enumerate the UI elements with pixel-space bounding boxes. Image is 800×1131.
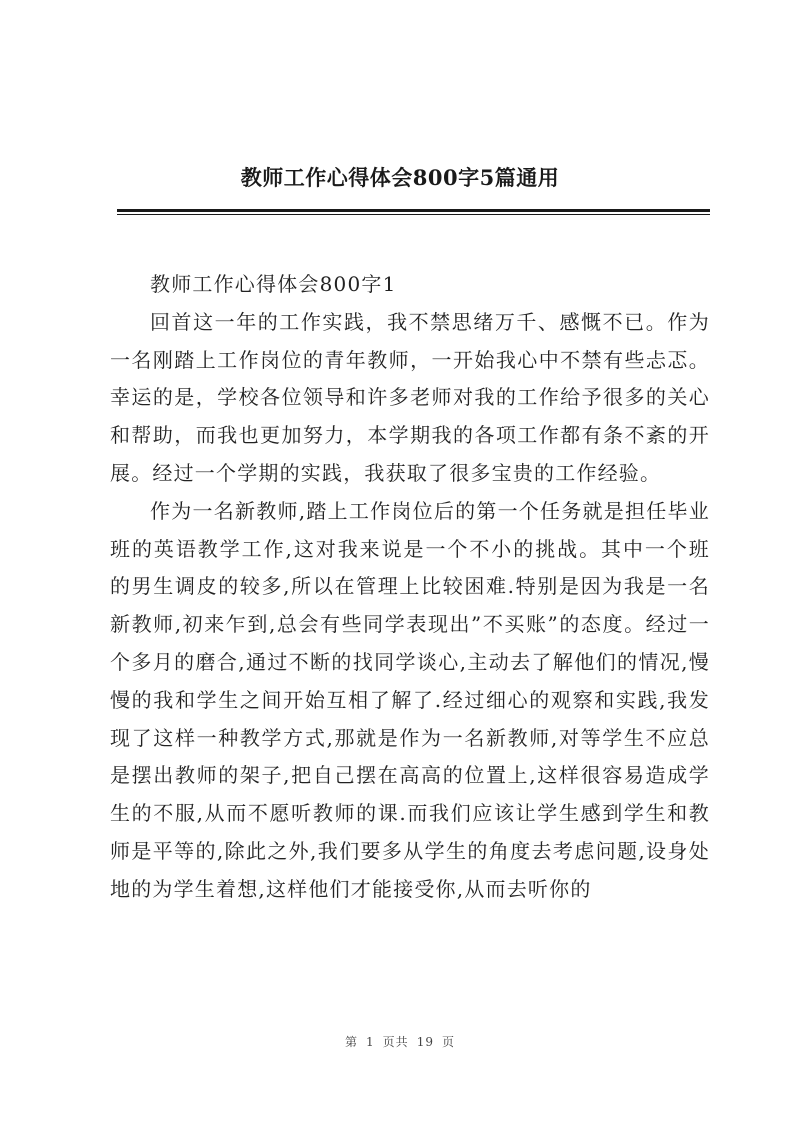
footer-suffix: 页	[441, 1035, 455, 1049]
title-underline-thick	[117, 209, 710, 212]
document-body	[110, 266, 710, 909]
section-heading: 教师工作心得体会800字1	[150, 272, 397, 296]
footer-total-pages: 19	[416, 1035, 434, 1049]
document-title: 教师工作心得体会800字5篇通用	[240, 165, 560, 190]
title-underline-thin	[117, 214, 710, 215]
footer-middle: 页共	[382, 1035, 409, 1049]
paragraph: 回首这一年的工作实践，我不禁思绪万千、感慨不已。作为一名刚踏上工作岗位的青年教师，一开始我心中不禁有些忐忑。幸运的是，学校各位领导和许多老师对我的工作给予很多的关心和帮助，而我也更加努力，本学期我的各项工作都有条不紊的开展。经过一个学期的实践，我获取了很多宝贵的工作经验。	[110, 309, 710, 485]
footer-prefix: 第	[345, 1035, 359, 1049]
page-footer	[0, 1033, 800, 1050]
footer-page-number: 1	[366, 1035, 375, 1049]
paragraph: 作为一名新教师,踏上工作岗位后的第一个任务就是担任毕业班的英语教学工作,这对我来说是一个不小的挑战。其中一个班的男生调皮的较多,所以在管理上比较困难.特别是因为我是一名新教师,初来乍到,总会有些同学表现出”不买账”的态度。经过一个多月的磨合,通过不断的找同学谈心,主动去了解他们的情况,慢慢的我和学生之间开始互相了解了.经过细心的观察和实践,我发现了这样一种教学方式,那就是作为一名新教师,对等学生不应总是摆出教师的架子,把自己摆在高高的位置上,这样很容易造成学生的不服,从而不愿听教师的课.而我们应该让学生感到学生和教师是平等的,除此之外,我们要多从学生的角度去考虑问题,设身处地的为学生着想,这样他们才能接受你,从而去听你的	[110, 498, 710, 901]
